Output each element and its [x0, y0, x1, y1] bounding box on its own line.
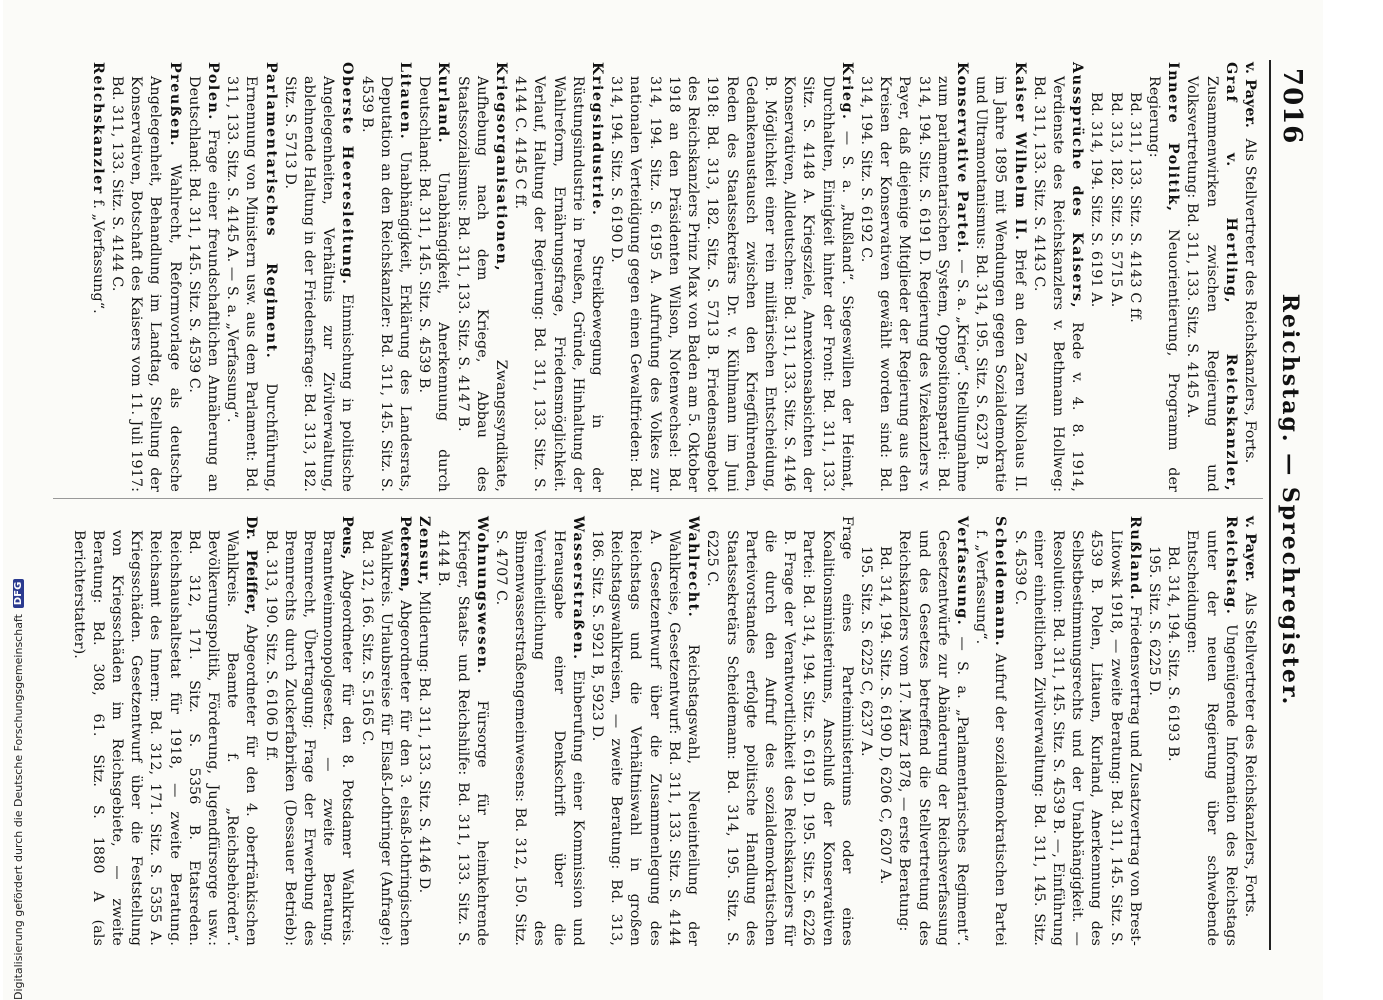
page-title: Reichstag. — Sprechregister.: [1277, 293, 1303, 707]
entry-text: Durchführung, Ernennung von Ministern usw. aus dem Parlament: Bd. 311, 133. Sitz. S. 4145 A. — S. a. „Verfassung“.: [224, 76, 279, 492]
entry-text: — S. a. „Krieg“. Stellungnahme zum parlamentarischen System, Oppositionspartei: Bd. 314, 194. Sitz. S. 6191 D. Regierung des Vizekanzlers v. Payer, daß diejenige Mitglieder der Regierung aus den Kreisen der Konservativen gewählt worden sind: Bd. 314, 194. Sitz. S. 6192 C.: [857, 76, 970, 492]
entry-keyword: Aussprüche des Kaisers,: [1069, 62, 1086, 310]
entry-keyword: Rußland.: [1126, 516, 1143, 602]
entry-keyword: Konservative Partei.: [953, 62, 970, 255]
page-header: [1269, 0, 1309, 1000]
index-entry: [88, 62, 107, 492]
entry-text: f. „Verfassung“.: [89, 199, 106, 314]
right-column-heading: v. Payer.: [1242, 516, 1258, 582]
entry-text: Milderung: Bd. 311, 133. Sitz. S. 4146 D.: [416, 591, 433, 894]
speaker-name: Petersen,: [397, 516, 414, 593]
entry-text: Streikbewegung in der Rüstungsindustrie in Preußen, Gründe, Hinhaltung der Wahlreform, Ernährungsfrage, Friedensmöglichkeit. Verlauf, Haltung der Regierung: Bd. 311, 133. Sitz. S. 4144 C. 4145 C ff.: [512, 76, 606, 492]
entry-keyword: Litauen.: [397, 62, 414, 141]
entry-keyword: Verfassung.: [953, 516, 970, 627]
index-entry: [356, 62, 414, 492]
index-entry: [1144, 516, 1163, 946]
header-rule: [1269, 60, 1271, 950]
entry-keyword: Kriegsorganisationen,: [493, 62, 510, 272]
index-entry: [510, 62, 606, 492]
entry-reference: Bd. 314, 194. Sitz. S. 6190 D, 6206 C, 6207 A.: [877, 546, 894, 885]
entry-reference: Bd. 314, 194. Sitz. S. 6191 A.: [1088, 92, 1105, 308]
dfg-logo: DFG: [13, 579, 24, 608]
index-entry: [433, 516, 491, 946]
index-entry: [1182, 62, 1240, 492]
entry-text: Frage eines Parteiministeriums oder eines Koalitionsministeriums, Anschluß der Konservativen Partei: Bd. 314, 194. Sitz. S. 6191 D. 195. Sitz. S. 6226 B. Frage der Verantwortlichkeit des Reichskanzlers für die durch den Aufruf des sozialdemokratischen Parteivorstandes erfolgte politische Handlung des Staatssekretärs Scheidemann: Bd. 314, 195. Sitz. S. 6225 C.: [704, 516, 855, 946]
rotated-page: [3, 0, 1323, 1000]
index-entry: [1144, 62, 1182, 492]
index-entry: [1105, 62, 1124, 492]
index-entry: [1029, 62, 1087, 492]
index-entry: [971, 516, 1009, 946]
entry-text: Unabhängigkeit, Anerkennung durch Deutschland: Bd. 311, 145. Sitz. S. 4539 B.: [416, 76, 452, 492]
entry-text: Abgeordneter für den 4. oberfränkischen Wahlkreis. Beamte f. „Reichsbehörden“. Bevölkerungspolitik, Förderung, Jugendfürsorge usw.: Bd. 312, 171. Sitz. S. 5356 B. Etatsreden. Reichshaushaltsetat für 1918, — zweite Beratung. Reichsamt des Innern: Bd. 312, 171. Sitz. S. 5355 A. Kriegsschäden. Gesetzentwurf über die Feststellung von Kriegsschäden im Reichsgebiete, — zweite Beratung: Bd. 308, 61. Sitz. S. 1880 A (als Berichterstatter).: [70, 530, 260, 946]
column-divider: [53, 498, 1263, 499]
entry-text: — S. a. „Rußland“. Siegeswillen der Heimat, Durchhalten, Einigkeit hinter der Front: Bd. 311, 133. Sitz. S. 4148 A. Kriegsziele, Annexionsabsichten der Konservativen, Alldeutschen: Bd. 311, 133. Sitz. S. 4146 B. Möglichkeit einer rein militärischen Entscheidung, Gedankenaustausch zwischen den Kriegführenden, Reden des Staatssekretärs Dr. v. Kühlmann im Juni 1918: Bd. 313, 182. Sitz. S. 5713 B. Friedensangebot des Reichskanzlers Prinz Max von Baden am 5. Oktober 1918 an den Präsidenten Wilson, Notenwechsel: Bd. 314, 194. Sitz. S. 6195 A. Aufrufung des Volkes zur nationalen Verteidigung gegen einen Gewaltfrieden: Bd. 314, 194. Sitz. S. 6190 D.: [608, 76, 855, 492]
entry-keyword: Zensur,: [416, 516, 433, 587]
index-entry: [894, 516, 971, 946]
index-entry: [1182, 516, 1240, 946]
entry-keyword: Oberste Heeresleitung.: [339, 62, 356, 286]
entry-text: Unabhängigkeit, Erklärung des Landesrats, Deputation an den Reichskanzler: Bd. 311, 145. Sitz. S. 4539 B.: [358, 76, 414, 492]
entry-text: Rede v. 4. 8. 1914, Verdienste des Reichskanzlers v. Bethmann Hollweg: Bd. 311, 133. Sitz. S. 4143 C.: [1030, 76, 1086, 492]
entry-text: Ungenügende Information des Reichstags unter der neuen Regierung über schwebende Entscheidungen:: [1184, 530, 1239, 946]
entry-keyword: Kaiser Wilhelm II.: [1011, 62, 1028, 242]
entry-text: Einberufung einer Kommission und Herausgabe einer Denkschrift über die Vereinheitlichung des Binnenwasserstraßengemeinwesens: Bd. 312, 150. Sitz. S. 4707 C.: [493, 530, 586, 946]
index-entry: [452, 62, 510, 492]
index-entry: [702, 516, 856, 946]
entry-keyword: Scheidemann.: [992, 516, 1009, 648]
entry-text: Zusammenwirken zwischen Regierung und Volksvertretung: Bd. 311, 133. Sitz. S. 4145 A.: [1184, 76, 1220, 492]
entry-reference: Bd. 311, 133. Sitz. S. 4143 C ff.: [1126, 92, 1143, 323]
entry-keyword: Preußen.: [166, 62, 183, 148]
index-entry: [260, 516, 356, 946]
entry-keyword: Graf v. Hertling, Reichskanzler,: [1222, 62, 1239, 492]
entry-keyword: Polen.: [205, 62, 222, 121]
entry-text: Aufruf der sozialdemokratischen Partei f. „Verfassung“.: [973, 530, 1009, 946]
entry-keyword: Krieg.: [838, 62, 855, 121]
entry-text: Einmischung in politische Angelegenheiten, Verhältnis zur Zivilverwaltung, ablehnende Haltung in der Friedensfrage: Bd. 313, 182. Sitz. S. 5713 D.: [281, 76, 356, 492]
entry-text: Zwangssyndikate, Aufhebung nach dem Kriege, Abbau des Staatssozialismus: Bd. 311, 133. Sitz. S. 4147 B.: [454, 76, 510, 492]
entry-text: Brief an den Zaren Nikolaus II. im Jahre 1895 mit Wendungen gegen Sozialdemokratie und Ultramontanismus: Bd. 314, 195. Sitz. S. 6237 B.: [973, 76, 1028, 492]
index-entry: [1009, 516, 1143, 946]
index-entry: [1086, 62, 1105, 492]
index-entry: [587, 516, 702, 946]
entry-reference: Bd. 313, 182. Sitz. S. 5715 A.: [1107, 92, 1124, 308]
index-entry: [856, 62, 971, 492]
entry-text: Neuorientierung, Programm der Regierung:: [1145, 76, 1182, 492]
entry-reference: 195. Sitz. S. 6225 C, 6237 A.: [857, 546, 874, 757]
index-entry: [414, 62, 452, 492]
index-entry: [491, 516, 587, 946]
entry-keyword: Kurland.: [435, 62, 452, 145]
entry-keyword: Wahlrecht.: [685, 516, 702, 619]
index-entry: [1163, 516, 1182, 946]
index-entry: [107, 62, 184, 492]
entry-text: Abgeordneter für den 3. elsaß-lothringischen Wahlkreis. Urlaubsreise für Elsaß-Lothringer (Anfrage): Bd. 312, 166. Sitz. S. 5165 C.: [358, 530, 414, 946]
index-entry: [184, 62, 222, 492]
index-entry: [1125, 62, 1144, 492]
left-column-heading-text: Als Stellvertreter des Reichskanzlers, Forts.: [1242, 138, 1258, 464]
entry-keyword: Reichstag.: [1222, 516, 1239, 616]
entry-keyword: Innere Politik,: [1165, 62, 1182, 213]
index-entry: [971, 62, 1029, 492]
index-entry: [68, 516, 260, 946]
index-entry: [856, 516, 875, 946]
entry-keyword: Wohnungswesen.: [473, 516, 490, 675]
entry-text: — S. a. „Parlamentarisches Regiment“. Gesetzentwürfe zur Abänderung der Reichsverfassung und des Gesetzes betreffend die Stellvertretung des Reichskanzlers vom 17. März 1878, — erste Beratung:: [896, 530, 970, 946]
index-entry: [875, 516, 894, 946]
digitization-footer: [8, 0, 28, 1000]
speaker-name: Peus,: [339, 516, 356, 560]
left-column-heading: v. Payer.: [1242, 62, 1258, 128]
entry-text: Friedensvertrag und Zusatzvertrag von Brest-Litowsk 1918, — zweite Beratung: Bd. 311, 145. Sitz. S. 4539 B. Polen, Litauen, Kurland, Anerkennung des Selbstbestimmungsrechts und der Unabhängigkeit. — Resolution: Bd. 311, 145. Sitz. S. 4539 B. —, Einführung einer einheitlichen Zivilverwaltung: Bd. 311, 145. Sitz. S. 4539 C.: [1011, 530, 1143, 946]
entry-text: Abgeordneter für den 8. Potsdamer Wahlkreis. Branntweinmonopolgesetz. — zweite Beratung. Brennrecht, Übertragung; Frage der Erwerbung des Brennrechts durch Zuckerfabriken (Dessauer Betrieb): Bd. 313, 190. Sitz. S. 6106 D ff.: [262, 530, 356, 946]
entry-keyword: Parlamentarisches Regiment.: [262, 62, 279, 360]
right-column: [68, 516, 1259, 946]
entry-reference: Bd. 314, 194. Sitz. S. 6193 B.: [1165, 546, 1182, 762]
index-entry: [280, 62, 357, 492]
index-entry: [222, 62, 280, 492]
entry-text: Wahlrecht, Reformvorlage als deutsche Angelegenheit, Behandlung im Landtag, Stellung der Konservativen, Botschaft des Kaisers vom 11. Juli 1917: Bd. 311, 133. Sitz. S. 4144 C.: [109, 76, 183, 492]
page-number: 7016: [1277, 68, 1307, 145]
left-column: [88, 62, 1259, 492]
right-column-heading-text: Als Stellvertreter des Reichskanzlers, Forts.: [1242, 592, 1258, 918]
entry-keyword: Kriegsindustrie.: [589, 62, 606, 217]
footer-text: Digitalisierung gefördert durch die Deutsche Forschungsgemeinschaft: [11, 614, 25, 1000]
entry-text: Frage einer freundschaftlichen Annäherung an Deutschland: Bd. 311, 145. Sitz. S. 4539 C.: [185, 76, 222, 492]
entry-reference: 195. Sitz. S. 6225 D.: [1145, 546, 1162, 697]
entry-keyword: Reichskanzler: [89, 62, 106, 195]
index-entry: [356, 516, 414, 946]
entry-text: Fürsorge für heimkehrende Krieger, Staats- und Reichshilfe: Bd. 311, 133. Sitz. S. 4144 B.: [435, 530, 490, 946]
index-entry: [606, 62, 856, 492]
speaker-name: Dr. Pfeiffer,: [243, 516, 260, 615]
entry-keyword: Wasserstraßen.: [569, 516, 586, 661]
index-entry: [414, 516, 433, 946]
entry-text: Reichstagswahl, Neueinteilung der Wahlkreise, Gesetzentwurf: Bd. 311, 133. Sitz. S. 4144 A. Gesetzentwurf über die Zusammenlegung des Reichstags und die Verhältniswahl in großen Reichstagswahlkreisen, — zweite Beratung: Bd. 313, 186. Sitz. S. 5921 B, 5923 D.: [589, 530, 702, 946]
